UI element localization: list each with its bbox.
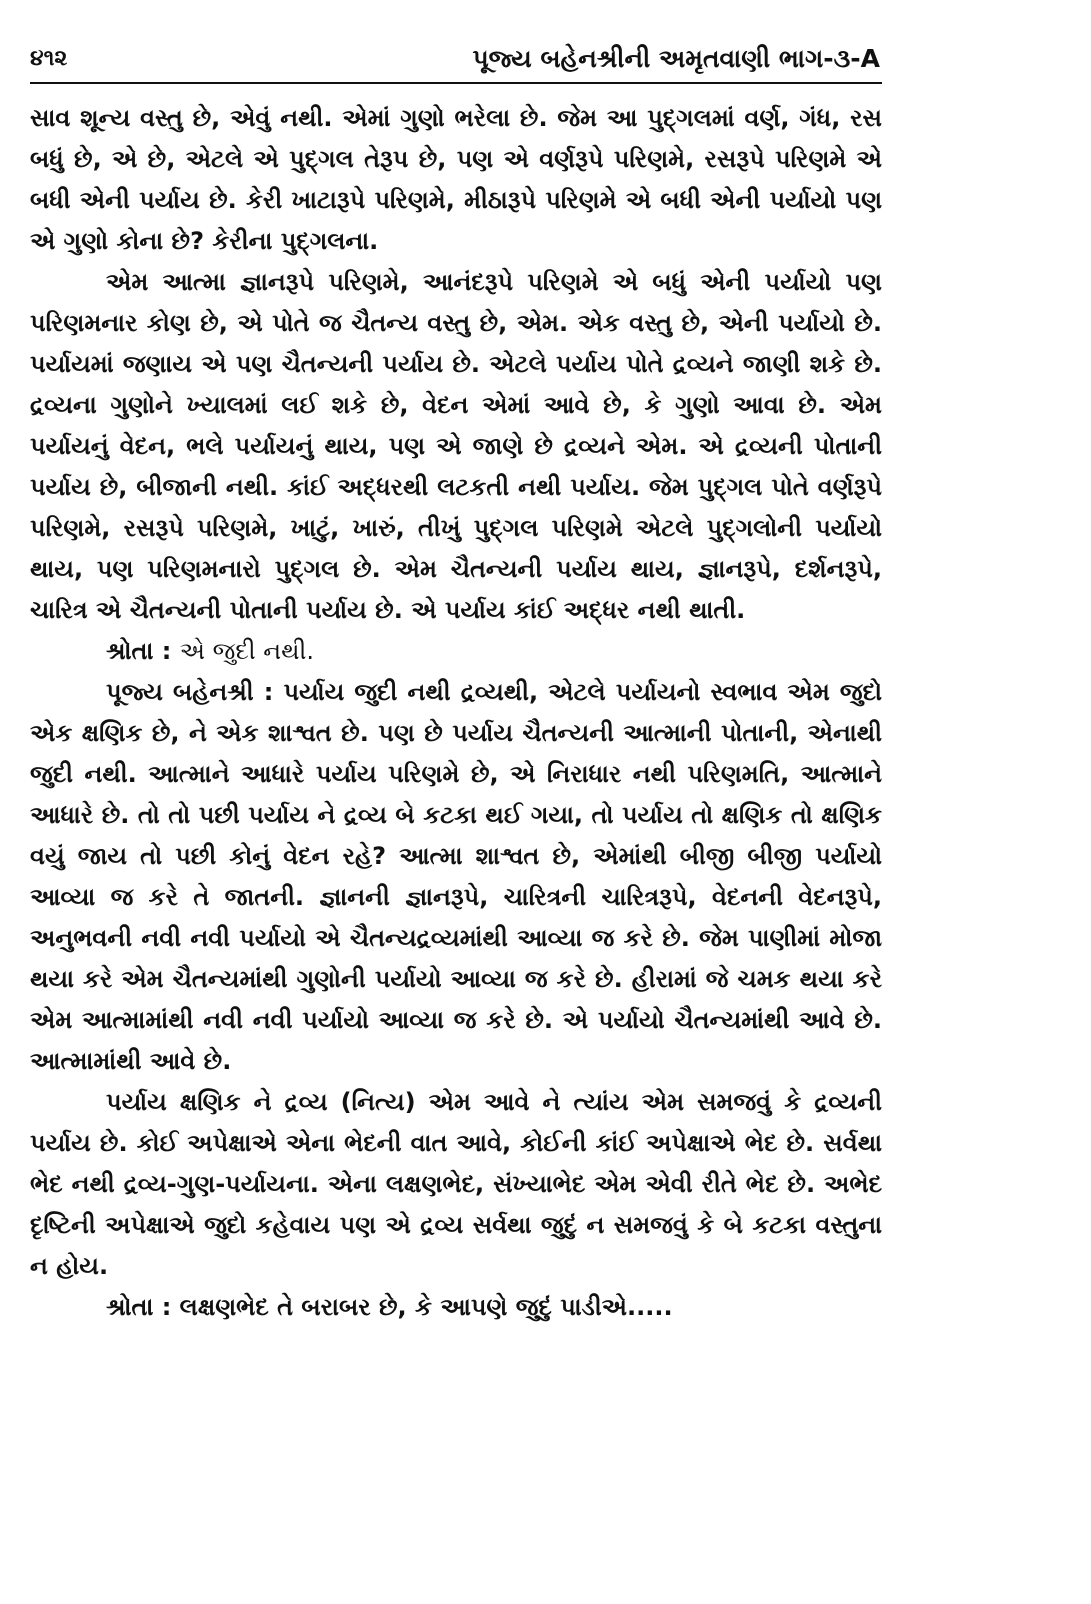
dialogue-listener-1: [30, 631, 882, 672]
speaker-label: શ્રોતા :: [106, 1293, 172, 1321]
speech-text: પર્યાય જુદી નથી દ્રવ્યથી, એટલે પર્યાયનો સ્વભાવ એમ જુદો એક ક્ષણિક છે, ને એક શાશ્વત છે. પણ છે પર્યાય ચૈતન્યની આત્માની પોતાની, એનાથી જુદી નથી. આત્માને આધારે પર્યાય પરિણમે છે, એ નિરાધાર નથી પરિણમતિ, આત્માને આધારે છે. તો તો પછી પર્યાય ને દ્રવ્ય બે કટકા થઈ ગયા, તો પર્યાય તો ક્ષણિક તો ક્ષણિક વયું જાય તો પછી કોનું વેદન રહે? આત્મા શાશ્વત છે, એમાંથી બીજી બીજી પર્યાયો આવ્યા જ કરે તે જાતની. જ્ઞાનની જ્ઞાનરૂપે, ચારિત્રની ચારિત્રરૂપે, વેદનની વેદનરૂપે, અનુભવની નવી નવી પર્યાયો એ ચૈતન્યદ્રવ્યમાંથી આવ્યા જ કરે છે. જેમ પાણીમાં મોજા થયા કરે એમ ચૈતન્યમાંથી ગુણોની પર્યાયો આવ્યા જ કરે છે. હીરામાં જે ચમક થયા કરે એમ આત્મામાંથી નવી નવી પર્યાયો આવ્યા જ કરે છે. એ પર્યાયો ચૈતન્યમાંથી આવે છે. આત્મામાંથી આવે છે.: [30, 678, 882, 1075]
page-number: ૪૧૨: [30, 46, 68, 71]
paragraph-text: પર્યાય ક્ષણિક ને દ્રવ્ય (નિત્ય) એમ આવે ને ત્યાંય એમ સમજવું કે દ્રવ્યની પર્યાય છે. કોઈ અપેક્ષાએ એના ભેદની વાત આવે, કોઈની કાંઈ અપેક્ષાએ ભેદ છે. સર્વથા ભેદ નથી દ્રવ્ય-ગુણ-પર્યાયના. એના લક્ષણભેદ, સંખ્યાભેદ એમ એવી રીતે ભેદ છે. અભેદ દૃષ્ટિની અપેક્ષાએ જુદો કહેવાય પણ એ દ્રવ્ય સર્વથા જુદું ન સમજવું કે બે કટકા વસ્તુના ન હોય.: [30, 1088, 882, 1280]
paragraph-1: [30, 98, 882, 262]
body-text: [30, 98, 882, 1328]
paragraph-2: [30, 262, 882, 631]
speaker-label: શ્રોતા :: [106, 637, 172, 665]
speech-text: એ જુદી નથી.: [179, 637, 315, 665]
speech-text: લક્ષણભેદ તે બરાબર છે, કે આપણે જુદું પાડીએ.....: [179, 1293, 673, 1321]
page-header: [30, 42, 882, 84]
paragraph-5: [30, 1082, 882, 1287]
dialogue-bahenshri: [30, 672, 882, 1082]
paragraph-text: સાવ શૂન્ય વસ્તુ છે, એવું નથી. એમાં ગુણો ભરેલા છે. જેમ આ પુદ્ગલમાં વર્ણ, ગંધ, રસ બધું છે, એ છે, એટલે એ પુદ્ગલ તેરૂપ છે, પણ એ વર્ણરૂપે પરિણમે, રસરૂપે પરિણમે એ બધી એની પર્યાય છે. કેરી ખાટારૂપે પરિણમે, મીઠારૂપે પરિણમે એ બધી એની પર્યાયો પણ એ ગુણો કોના છે? કેરીના પુદ્ગલના.: [30, 104, 882, 255]
running-title: પૂજ્ય બહેનશ્રીની અમૃતવાણી ભાગ-૩-A: [472, 44, 880, 73]
dialogue-listener-2: [30, 1287, 882, 1328]
speaker-label: પૂજ્ય બહેનશ્રી :: [106, 678, 274, 706]
paragraph-text: એમ આત્મા જ્ઞાનરૂપે પરિણમે, આનંદરૂપે પરિણમે એ બધું એની પર્યાયો પણ પરિણમનાર કોણ છે, એ પોતે જ ચૈતન્ય વસ્તુ છે, એમ. એક વસ્તુ છે, એની પર્યાયો છે. પર્યાયમાં જણાય એ પણ ચૈતન્યની પર્યાય છે. એટલે પર્યાય પોતે દ્રવ્યને જાણી શકે છે. દ્રવ્યના ગુણોને ખ્યાલમાં લઈ શકે છે, વેદન એમાં આવે છે, કે ગુણો આવા છે. એમ પર્યાયનું વેદન, ભલે પર્યાયનું થાય, પણ એ જાણે છે દ્રવ્યને એમ. એ દ્રવ્યની પોતાની પર્યાય છે, બીજાની નથી. કાંઈ અદ્ધરથી લટકતી નથી પર્યાય. જેમ પુદ્ગલ પોતે વર્ણરૂપે પરિણમે, રસરૂપે પરિણમે, ખાટું, ખારું, તીખું પુદ્ગલ પરિણમે એટલે પુદ્ગલોની પર્યાયો થાય, પણ પરિણમનારો પુદ્ગલ છે. એમ ચૈતન્યની પર્યાય થાય, જ્ઞાનરૂપે, દર્શનરૂપે, ચારિત્ર એ ચૈતન્યની પોતાની પર્યાય છે. એ પર્યાય કાંઈ અદ્ધર નથી થાતી.: [30, 268, 882, 624]
